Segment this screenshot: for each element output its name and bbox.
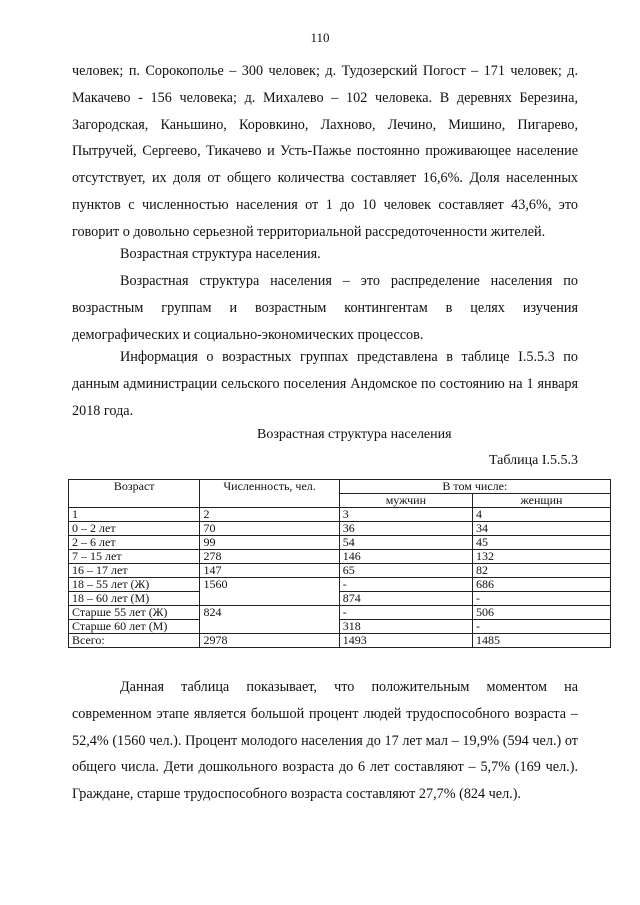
cell-women: 45 xyxy=(472,536,610,550)
table-row xyxy=(69,508,611,522)
table-title: Возрастная структура населения xyxy=(257,427,452,442)
table-row xyxy=(69,606,611,620)
paragraph-settlements: человек; п. Сорокополье – 300 человек; д. Тудозерский Погост – 171 человек; д. Макачево - 156 человека; д. Михалево – 102 человека. В деревнях Березина, Загородская, Каньшино, Коровкино, Лахново, Лечино, Мишино, Пигарево, Пытручей, Сергеево, Тикачево и Усть-Пажье постоянно проживающее население отсутствует, их доля от общего количества составляет 16,6%. Доля населенных пунктов с численностью населения от 1 до 10 человек составляет 43,6%, это говорит о довольно серьезной территориальной рассредоточенности жителей. xyxy=(72,63,578,240)
cell-women: - xyxy=(472,620,610,634)
cell-men: 54 xyxy=(339,536,472,550)
cell-men: 36 xyxy=(339,522,472,536)
cell-men: 874 xyxy=(339,592,472,606)
cell-count: 2 xyxy=(200,508,339,522)
cell-age: 18 – 55 лет (Ж) xyxy=(69,578,200,592)
cell-count: 147 xyxy=(200,564,339,578)
table-row xyxy=(69,522,611,536)
cell-age: 1 xyxy=(69,508,200,522)
paragraph-conclusion: Данная таблица показывает, что положительным моментом на современном этапе является большой процент людей трудоспособного возраста – 52,4% (1560 чел.). Процент молодого населения до 17 лет мал – 19,9% (594 чел.) от общего числа. Дети дошкольного возраста до 6 лет составляют – 5,7% (169 чел.). Граждане, старше трудоспособного возраста составляют 27,7% (824 чел.). xyxy=(72,679,578,803)
section-heading: Возрастная структура населения. xyxy=(120,246,321,262)
paragraph-table-intro: Информация о возрастных группах представлена в таблице I.5.5.3 по данным администрации сельского поселения Андомское по состоянию на 1 января 2018 года. xyxy=(72,349,578,419)
cell-women: 1485 xyxy=(472,634,610,648)
cell-men: 318 xyxy=(339,620,472,634)
table-row xyxy=(69,564,611,578)
cell-women: 132 xyxy=(472,550,610,564)
table-row xyxy=(69,536,611,550)
cell-women: 686 xyxy=(472,578,610,592)
cell-count: 99 xyxy=(200,536,339,550)
cell-women: 34 xyxy=(472,522,610,536)
cell-age: Всего: xyxy=(69,634,200,648)
cell-count: 1560 xyxy=(200,578,339,606)
table-row xyxy=(69,620,611,634)
table-row xyxy=(69,578,611,592)
cell-count: 278 xyxy=(200,550,339,564)
cell-age: 2 – 6 лет xyxy=(69,536,200,550)
cell-count: 824 xyxy=(200,606,339,634)
cell-age: 16 – 17 лет xyxy=(69,564,200,578)
cell-age: Старше 60 лет (М) xyxy=(69,620,200,634)
header-count: Численность, чел. xyxy=(200,480,339,508)
header-age: Возраст xyxy=(69,480,200,508)
cell-age: Старше 55 лет (Ж) xyxy=(69,606,200,620)
cell-count: 70 xyxy=(200,522,339,536)
cell-women: - xyxy=(472,592,610,606)
cell-women: 4 xyxy=(472,508,610,522)
cell-women: 82 xyxy=(472,564,610,578)
header-women: женщин xyxy=(472,494,610,508)
age-structure-table xyxy=(68,479,611,648)
table-row-total xyxy=(69,634,611,648)
cell-age: 0 – 2 лет xyxy=(69,522,200,536)
cell-men: - xyxy=(339,606,472,620)
page-number: 110 xyxy=(310,30,330,45)
cell-men: - xyxy=(339,578,472,592)
cell-count: 2978 xyxy=(200,634,339,648)
cell-men: 1493 xyxy=(339,634,472,648)
cell-men: 65 xyxy=(339,564,472,578)
table-number: Таблица I.5.5.3 xyxy=(488,453,578,468)
cell-women: 506 xyxy=(472,606,610,620)
table-row xyxy=(69,592,611,606)
header-including: В том числе: xyxy=(339,480,610,494)
cell-age: 18 – 60 лет (М) xyxy=(69,592,200,606)
header-men: мужчин xyxy=(339,494,472,508)
cell-men: 146 xyxy=(339,550,472,564)
table-row xyxy=(69,550,611,564)
cell-men: 3 xyxy=(339,508,472,522)
paragraph-definition: Возрастная структура населения – это распределение населения по возрастным группам и возрастным контингентам в целях изучения демографических и социально-экономических процессов. xyxy=(72,273,578,343)
cell-age: 7 – 15 лет xyxy=(69,550,200,564)
